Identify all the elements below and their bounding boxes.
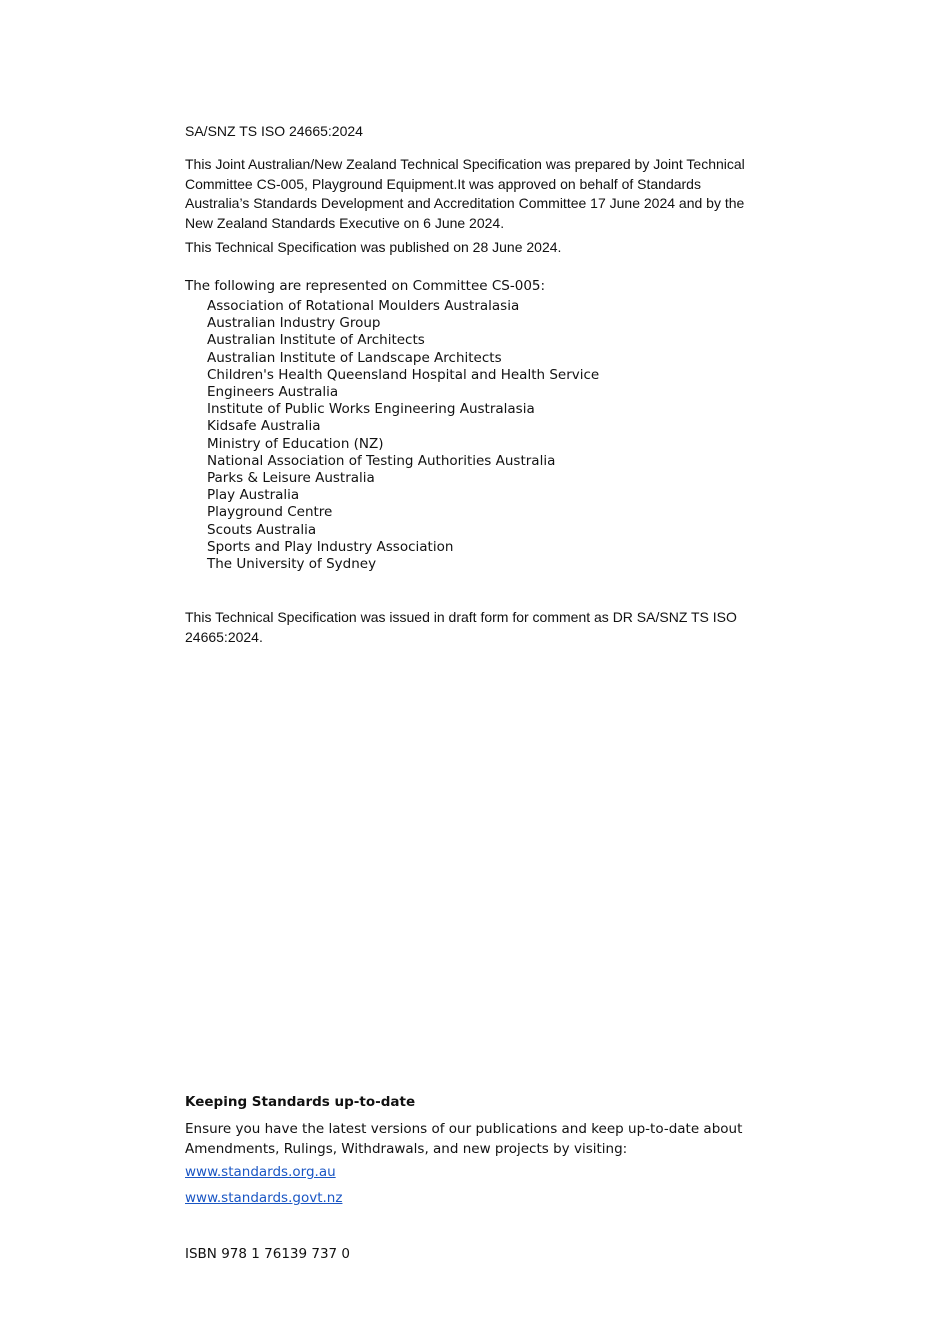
standard-designation: SA/SNZ TS ISO 24665:2024 <box>185 123 363 139</box>
committee-member: Australian Industry Group <box>207 315 381 332</box>
published-statement: This Technical Specification was published on 28 June 2024. <box>185 239 562 255</box>
committee-member: Play Australia <box>207 487 300 504</box>
keeping-up-to-date-body: Ensure you have the latest versions of our publications and keep up-to-date about Amendments, Rulings, Withdrawals, and new projects by visiting: <box>185 1121 743 1157</box>
committee-intro: The following are represented on Committee CS-005: <box>185 278 546 294</box>
committee-member-list <box>207 298 599 573</box>
committee-member: Sports and Play Industry Association <box>207 538 454 555</box>
committee-member: Scouts Australia <box>207 521 317 538</box>
committee-member: Playground Centre <box>207 504 333 521</box>
committee-member: National Association of Testing Authorities Australia <box>207 452 556 469</box>
standards-australia-link[interactable]: www.standards.org.au <box>185 1164 336 1180</box>
isbn: ISBN 978 1 76139 737 0 <box>185 1246 351 1262</box>
committee-member: Australian Institute of Landscape Architects <box>207 349 502 366</box>
committee-member: Engineers Australia <box>207 384 339 401</box>
committee-member: Australian Institute of Architects <box>207 332 425 349</box>
committee-member: Institute of Public Works Engineering Australasia <box>207 401 535 418</box>
committee-member: Ministry of Education (NZ) <box>207 435 384 452</box>
standards-nz-link[interactable]: www.standards.govt.nz <box>185 1190 343 1206</box>
committee-member: The University of Sydney <box>207 556 377 573</box>
committee-member: Children's Health Queensland Hospital and Health Service <box>207 366 600 383</box>
draft-note: This Technical Specification was issued in draft form for comment as DR SA/SNZ TS ISO 24665:2024. <box>185 609 737 645</box>
committee-member: Association of Rotational Moulders Australasia <box>207 298 520 314</box>
approval-paragraph: This Joint Australian/New Zealand Technical Specification was prepared by Joint Technical Committee CS-005, Playground Equipment.It was approved on behalf of Standards Australia’s Standards Development and Accreditation Committee 17 June 2024 and by the New Zealand Standards Executive on 6 June 2024. <box>185 156 745 231</box>
committee-member: Kidsafe Australia <box>207 418 321 435</box>
keeping-up-to-date-heading: Keeping Standards up-to-date <box>185 1094 416 1110</box>
committee-member: Parks & Leisure Australia <box>207 470 375 487</box>
